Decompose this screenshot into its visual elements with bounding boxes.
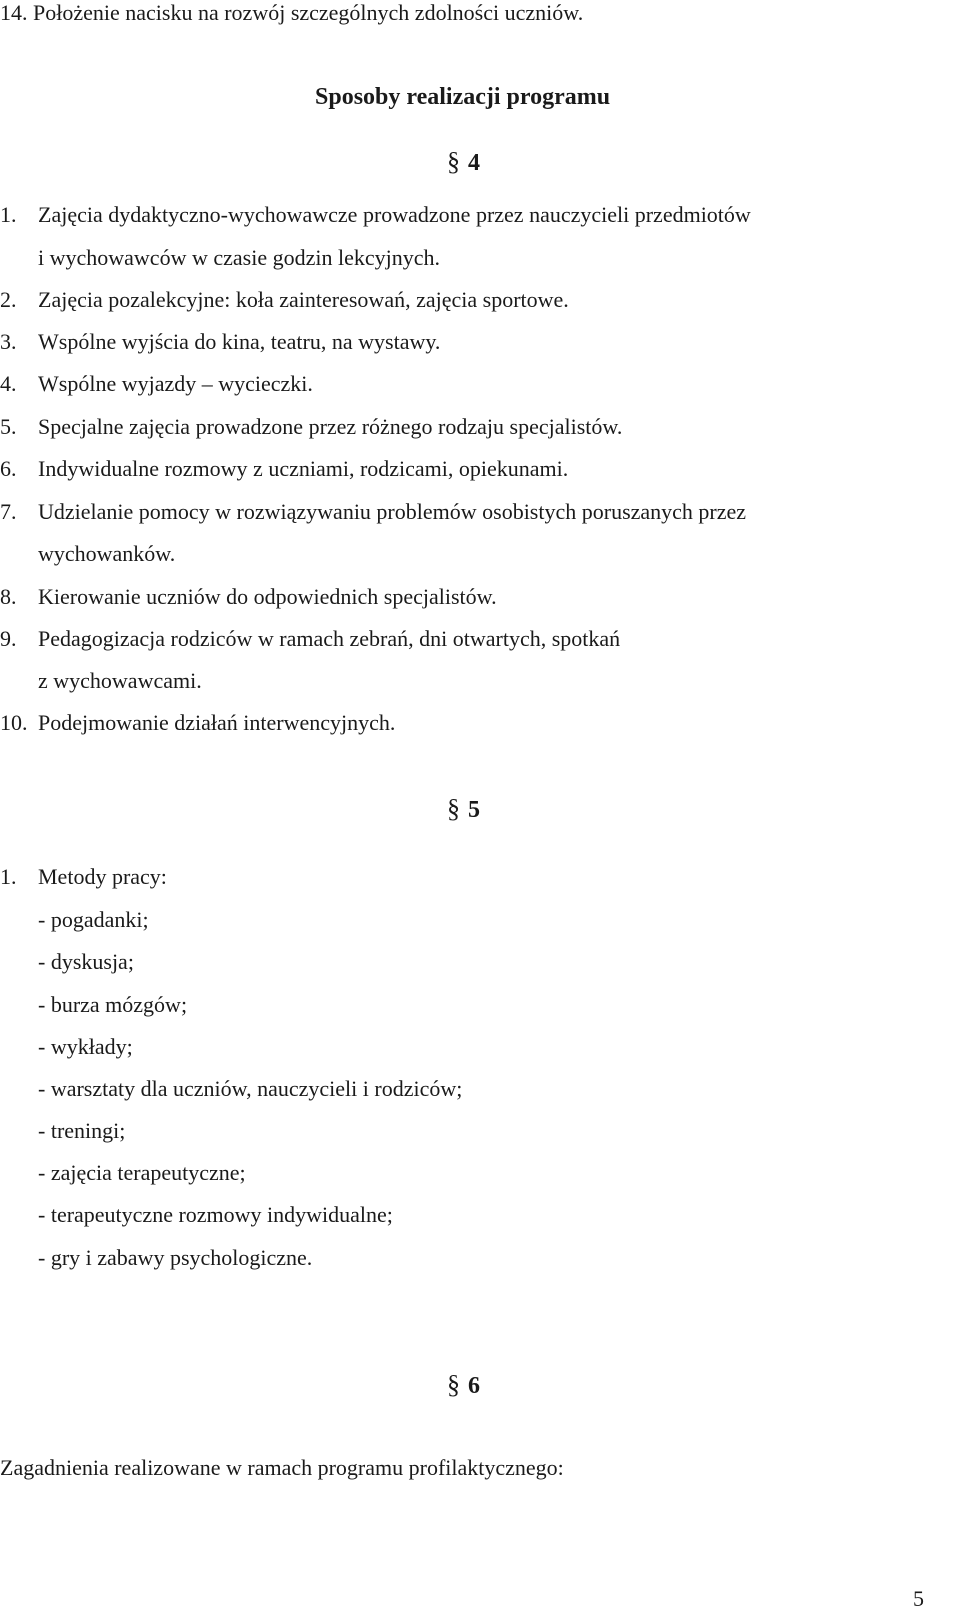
- method-item: - zajęcia terapeutyczne;: [38, 1160, 246, 1185]
- item-number: 10.: [0, 710, 28, 735]
- list-item-continuation: wychowanków.: [38, 541, 176, 566]
- item-number: 3.: [0, 329, 17, 354]
- item-text: Metody pracy:: [38, 864, 167, 889]
- list-item: [0, 584, 497, 610]
- list-item-14: [0, 0, 583, 26]
- section-sign-icon: §: [447, 147, 460, 176]
- list-item-continuation: z wychowawcami.: [38, 668, 202, 693]
- item-text: Położenie nacisku na rozwój szczególnych zdolności uczniów.: [33, 0, 584, 25]
- item-number: 9.: [0, 626, 17, 651]
- item-text: Wspólne wyjścia do kina, teatru, na wystawy.: [38, 329, 441, 354]
- list-item: [0, 499, 746, 525]
- list-item-continuation: i wychowawców w czasie godzin lekcyjnych.: [38, 245, 440, 270]
- list-item: [0, 626, 620, 652]
- item-number: 1.: [0, 864, 17, 889]
- list-item: [0, 202, 751, 228]
- item-text: Indywidualne rozmowy z uczniami, rodzicami, opiekunami.: [38, 456, 569, 481]
- page-number: 5: [913, 1586, 924, 1611]
- list-item: [0, 710, 395, 736]
- section-sign-icon: §: [447, 1370, 460, 1399]
- item-number: 4.: [0, 371, 17, 396]
- method-item: - terapeutyczne rozmowy indywidualne;: [38, 1202, 393, 1227]
- section-sign-icon: §: [447, 794, 460, 823]
- method-item: - gry i zabawy psychologiczne.: [38, 1245, 313, 1270]
- list-item: [0, 371, 313, 397]
- paragraph-number: 6: [468, 1373, 480, 1399]
- item-text: Podejmowanie działań interwencyjnych.: [38, 710, 396, 735]
- item-number: 7.: [0, 499, 17, 524]
- list-item: [0, 329, 440, 355]
- list-item: [0, 287, 569, 313]
- item-text: Zajęcia dydaktyczno-wychowawcze prowadzone przez nauczycieli przedmiotów: [38, 202, 751, 227]
- item-number: 14.: [0, 0, 28, 25]
- paragraph-number: 5: [468, 797, 480, 823]
- closing-line: Zagadnienia realizowane w ramach programu profilaktycznego:: [0, 1455, 564, 1480]
- method-item: - burza mózgów;: [38, 992, 188, 1017]
- item-number: 5.: [0, 414, 17, 439]
- item-text: Zajęcia pozalekcyjne: koła zainteresowań, zajęcia sportowe.: [38, 287, 569, 312]
- item-text: Wspólne wyjazdy – wycieczki.: [38, 371, 313, 396]
- method-item: - dyskusja;: [38, 949, 134, 974]
- item-number: 1.: [0, 202, 17, 227]
- list-item: [0, 456, 568, 482]
- method-item: - treningi;: [38, 1118, 126, 1143]
- paragraph-number: 4: [468, 150, 480, 176]
- paragraph-4-marker: [447, 148, 480, 177]
- item-text: Kierowanie uczniów do odpowiednich specjalistów.: [38, 584, 497, 609]
- item-text: Udzielanie pomocy w rozwiązywaniu problemów osobistych poruszanych przez: [38, 499, 747, 524]
- paragraph-6-marker: [447, 1371, 480, 1400]
- method-item: - warsztaty dla uczniów, nauczycieli i rodziców;: [38, 1076, 463, 1101]
- item-number: 2.: [0, 287, 17, 312]
- list-item: [0, 414, 622, 440]
- item-number: 6.: [0, 456, 17, 481]
- method-item: - pogadanki;: [38, 907, 149, 932]
- item-number: 8.: [0, 584, 17, 609]
- item-text: Pedagogizacja rodziców w ramach zebrań, dni otwartych, spotkań: [38, 626, 621, 651]
- paragraph-5-marker: [447, 795, 480, 824]
- method-item: - wykłady;: [38, 1034, 133, 1059]
- section-title: Sposoby realizacji programu: [315, 84, 611, 110]
- methods-heading: [0, 864, 167, 890]
- item-text: Specjalne zajęcia prowadzone przez różnego rodzaju specjalistów.: [38, 414, 623, 439]
